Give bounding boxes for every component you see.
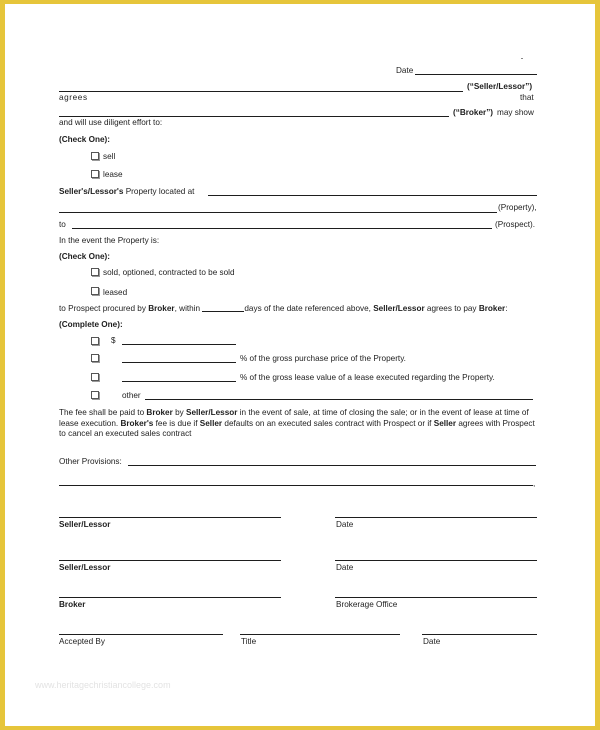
property-suffix: (Property), [498,203,537,212]
sell-checkbox[interactable] [91,152,99,160]
other-provisions-label: Other Provisions: [59,457,122,466]
gross-lease-text: % of the gross lease value of a lease executed regarding the Property. [240,373,495,382]
agrees-text: agrees [59,93,88,102]
may-show-text: may show [497,108,534,117]
date-3-label: Date [423,637,441,646]
date-label: Date [396,66,414,75]
days-field[interactable] [202,311,244,312]
date-2-label: Date [336,563,354,572]
seller-lessor-label: (“Seller/Lessor”) [467,82,533,91]
that-text: that [520,93,534,102]
dollar-amount-field[interactable] [122,344,236,345]
other-checkbox[interactable] [91,391,99,399]
other-field[interactable] [145,399,533,400]
seller-lessor-signature-2-label: Seller/Lessor [59,563,111,572]
brokerage-office-label: Brokerage Office [336,600,398,609]
broker-signature-label: Broker [59,600,86,609]
lease-option-label: lease [103,170,123,179]
check-one-heading-2: (Check One): [59,252,110,261]
to-label: to [59,220,66,229]
dollar-sign: $ [111,336,116,345]
leased-checkbox[interactable] [91,287,99,295]
prospect-field[interactable] [72,228,492,229]
procured-sentence: to Prospect procured by Broker, within days of the date referenced above, Seller/Lessor agrees to pay Broker: [59,304,508,313]
watermark-text: www.heritagechristiancollege.com [35,680,171,690]
date-1-line[interactable] [335,517,537,518]
complete-one-heading: (Complete One): [59,320,123,329]
date-field[interactable] [415,74,537,75]
sold-checkbox[interactable] [91,268,99,276]
other-provisions-comma: , [533,479,536,488]
broker-signature-line[interactable] [59,597,281,598]
prospect-suffix: (Prospect). [495,220,536,229]
other-provisions-field-2[interactable] [59,485,533,486]
fee-paragraph: The fee shall be paid to Broker by Seller/Lessor in the event of sale, at time of closing the sale; or in the event of lease at time of lease execution. Broker's fee is due if Seller defaults on an executed sales contract with Prospect or if Seller agrees with Prospect to cancel an executed sales contract [59,408,535,438]
brokerage-office-line[interactable] [335,597,537,598]
gross-purchase-text: % of the gross purchase price of the Property. [240,354,406,363]
property-field[interactable] [59,212,497,213]
dollar-checkbox[interactable] [91,337,99,345]
seller-lessor-signature-2-line[interactable] [59,560,281,561]
purchase-percent-field[interactable] [122,362,236,363]
seller-lessor-signature-1-line[interactable] [59,517,281,518]
lease-percent-field[interactable] [122,381,236,382]
title-label: Title [241,637,257,646]
lease-percent-checkbox[interactable] [91,373,99,381]
broker-name-field[interactable] [59,116,449,117]
accepted-by-line[interactable] [59,634,223,635]
purchase-percent-checkbox[interactable] [91,354,99,362]
event-text: In the event the Property is: [59,236,160,245]
other-provisions-field[interactable] [128,465,536,466]
document-page [5,4,595,726]
leased-option-label: leased [103,288,128,297]
property-located-label: Seller's/Lessor's Property located at [59,187,195,196]
date-2-line[interactable] [335,560,537,561]
page-mark [521,58,523,59]
other-label: other [122,391,141,400]
property-location-field[interactable] [208,195,537,196]
seller-lessor-name-field[interactable] [59,91,463,92]
lease-checkbox[interactable] [91,170,99,178]
broker-label: (“Broker”) [453,108,494,117]
sold-option-label: sold, optioned, contracted to be sold [103,268,235,277]
title-line[interactable] [240,634,400,635]
check-one-heading: (Check One): [59,135,110,144]
seller-lessor-signature-1-label: Seller/Lessor [59,520,111,529]
accepted-by-label: Accepted By [59,637,105,646]
diligent-effort-text: and will use diligent effort to: [59,118,163,127]
date-3-line[interactable] [422,634,537,635]
date-1-label: Date [336,520,354,529]
sell-option-label: sell [103,152,116,161]
